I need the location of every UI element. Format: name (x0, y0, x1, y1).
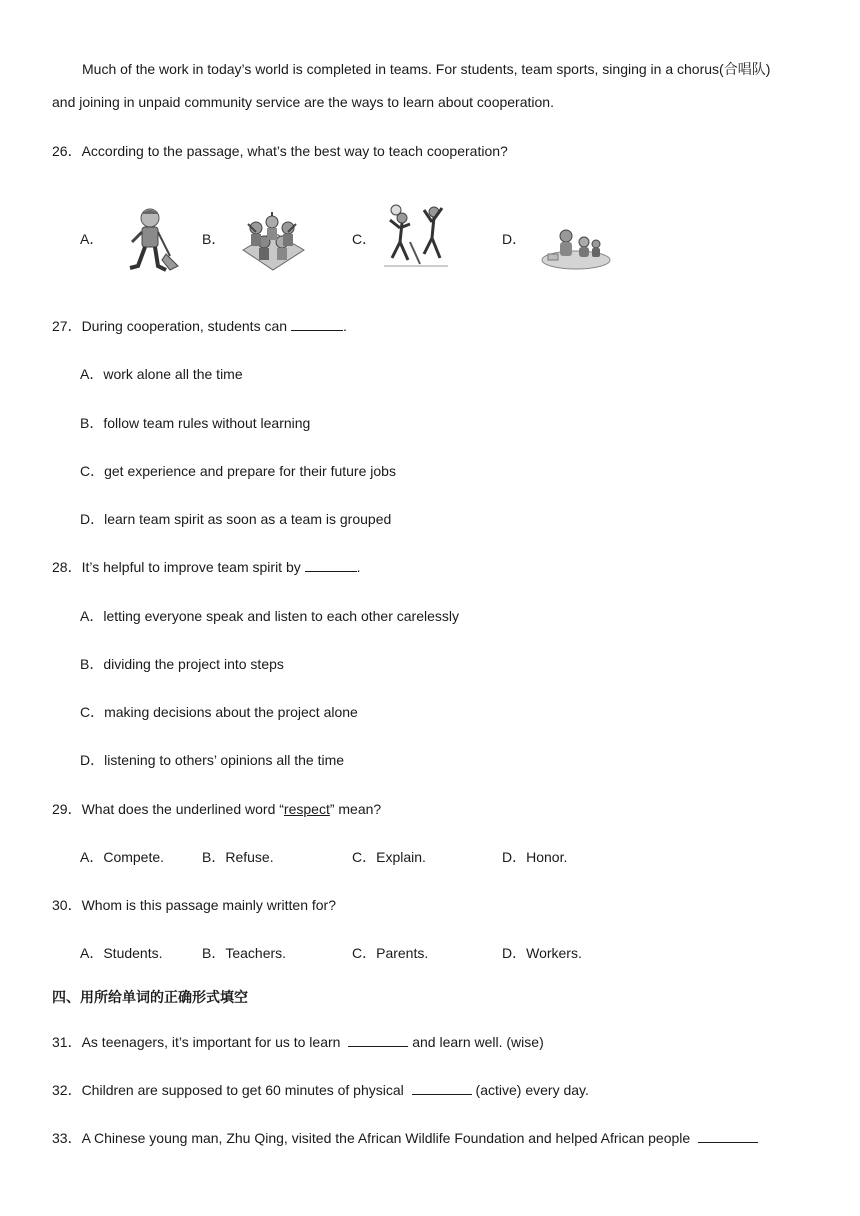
question-26-stem: 26．According to the passage, what’s the best way to teach cooperation? (52, 143, 508, 159)
q28-option-b[interactable]: B．dividing the project into steps (80, 656, 284, 672)
q26-option-d-label: D． (502, 231, 527, 247)
q27-option-c[interactable]: C．get experience and prepare for their future jobs (80, 463, 396, 479)
q27-option-a[interactable]: A．work alone all the time (80, 366, 243, 382)
q28-option-a[interactable]: A．letting everyone speak and listen to each other carelessly (80, 608, 459, 624)
answer-blank[interactable] (698, 1128, 758, 1143)
section-4-title: 四、用所给单词的正确形式填空 (52, 990, 248, 1006)
question-32 (52, 1080, 589, 1100)
underlined-word: respect (283, 801, 330, 817)
question-32-text: 32．Children are supposed to get 60 minutes of physical (52, 1082, 408, 1098)
question-27-stem-text: 27．During cooperation, students can (52, 318, 291, 334)
q26-option-a-label: A． (80, 231, 104, 247)
group-celebrating-icon (238, 210, 308, 274)
q30-option-c[interactable]: C．Parents. (352, 945, 429, 961)
answer-blank[interactable] (412, 1080, 472, 1095)
children-on-mat-icon (540, 226, 612, 272)
question-31-text: 31．As teenagers, it’s important for us to learn (52, 1034, 345, 1050)
question-29-stem (52, 799, 381, 819)
question-33-text: 33．A Chinese young man, Zhu Qing, visited the African Wildlife Foundation and helped African people (52, 1130, 695, 1146)
q29-option-d[interactable]: D．Honor. (502, 849, 568, 865)
question-33 (52, 1128, 758, 1148)
question-31-hint: and learn well. (wise) (408, 1034, 544, 1050)
question-30-stem: 30．Whom is this passage mainly written for? (52, 897, 336, 913)
passage-line-2: and joining in unpaid community service are the ways to learn about cooperation. (52, 94, 554, 110)
question-28-stem (52, 557, 361, 577)
answer-blank[interactable] (348, 1032, 408, 1047)
volleyball-players-icon (380, 202, 452, 270)
question-29-stem-text: 29．What does the underlined word “ (52, 801, 284, 817)
q28-option-d[interactable]: D．listening to others’ opinions all the time (80, 752, 345, 768)
passage-line-1: Much of the work in today’s world is completed in teams. For students, team sports, singing in a chorus(合唱队) (82, 61, 771, 77)
q29-option-c[interactable]: C．Explain. (352, 849, 426, 865)
question-29-stem-end: ” mean? (329, 801, 382, 817)
q27-option-d[interactable]: D．learn team spirit as soon as a team is grouped (80, 511, 392, 527)
q28-option-c[interactable]: C．making decisions about the project alone (80, 704, 358, 720)
q29-option-b[interactable]: B．Refuse. (202, 849, 274, 865)
question-31 (52, 1032, 544, 1052)
q30-option-a[interactable]: A．Students. (80, 945, 163, 961)
q30-option-d[interactable]: D．Workers. (502, 945, 582, 961)
answer-blank[interactable] (291, 316, 343, 331)
question-27-stem-end: . (342, 318, 347, 334)
answer-blank[interactable] (305, 557, 357, 572)
q30-option-b[interactable]: B．Teachers. (202, 945, 287, 961)
q27-option-b[interactable]: B．follow team rules without learning (80, 415, 311, 431)
question-28-stem-end: . (356, 559, 361, 575)
question-27-stem (52, 316, 347, 336)
q29-option-a[interactable]: A．Compete. (80, 849, 165, 865)
boy-sweeping-icon (120, 204, 180, 276)
q26-option-c-label: C． (352, 231, 377, 247)
question-28-stem-text: 28．It’s helpful to improve team spirit by (52, 559, 305, 575)
question-32-hint: (active) every day. (471, 1082, 589, 1098)
q26-option-b-label: B． (202, 231, 226, 247)
